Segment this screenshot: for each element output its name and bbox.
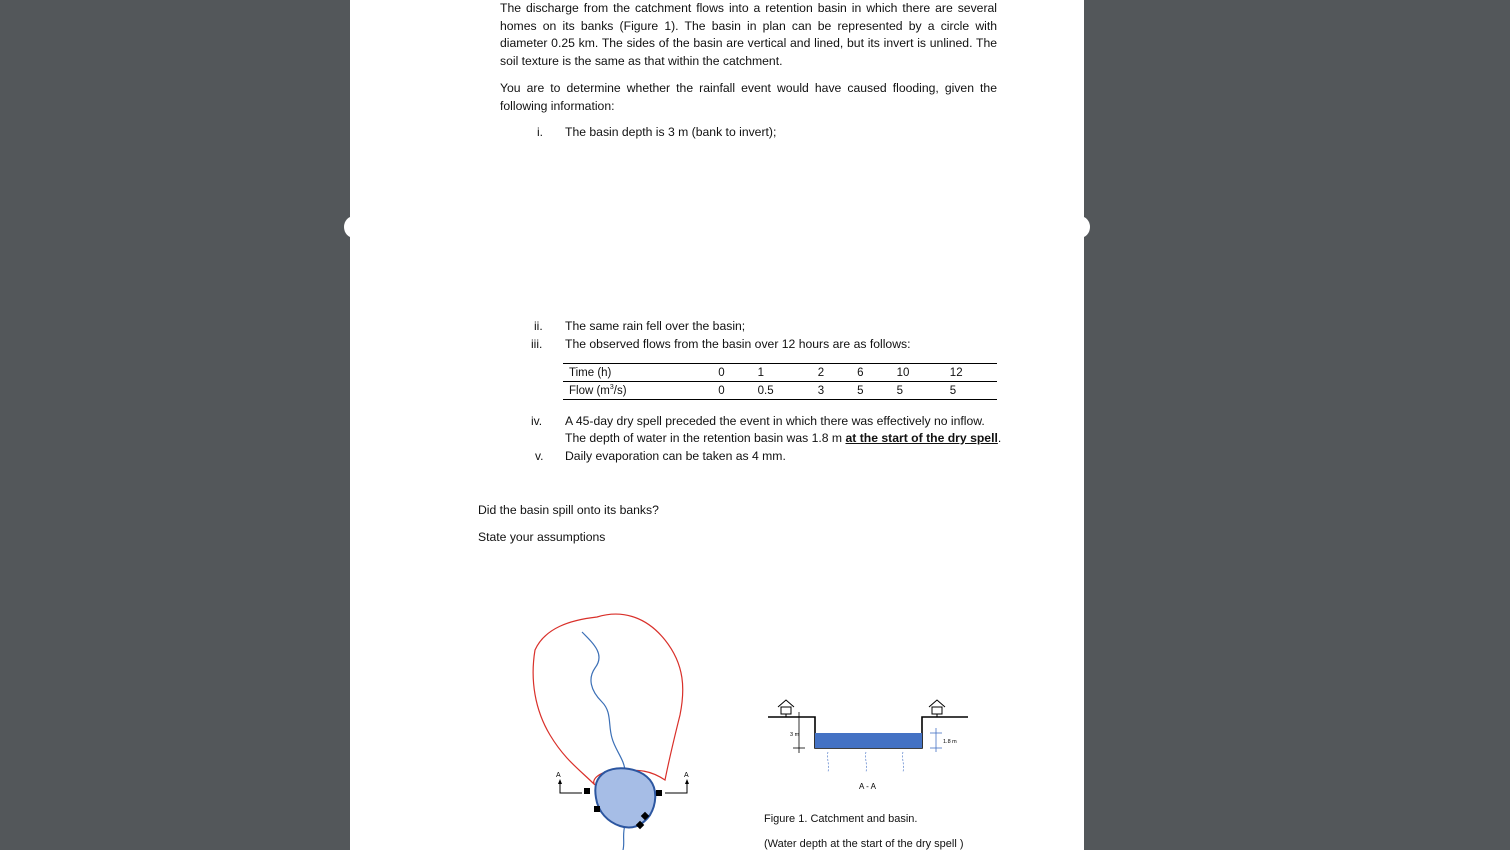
- flow-cell: 0: [712, 382, 751, 400]
- section-label: A - A: [859, 782, 876, 791]
- time-cell: 10: [891, 364, 944, 382]
- task-paragraph: You are to determine whether the rainfall event would have caused flooding, given the following information:: [500, 81, 997, 113]
- item-text-2: The same rain fell over the basin;: [565, 319, 746, 333]
- item-number-4: iv.: [531, 414, 543, 428]
- time-header: Time (h): [563, 364, 712, 382]
- question-assumptions: State your assumptions: [478, 530, 606, 544]
- section-mark-right: A: [684, 772, 689, 779]
- house-icon: [929, 700, 945, 717]
- time-cell: 12: [944, 364, 997, 382]
- flow-header: Flow $(m^3/s)$: [563, 382, 712, 400]
- depth-label-bank: 3 m: [790, 732, 800, 738]
- depth-dimension-water: [930, 728, 942, 752]
- flow-cell: 0.5: [752, 382, 812, 400]
- flow-cell: 5: [944, 382, 997, 400]
- cross-section-figure: [350, 0, 1084, 850]
- item-number-5: v.: [535, 449, 544, 463]
- item-number-3: iii.: [531, 337, 543, 351]
- emphasis-dry-spell: at the start of the dry spell: [845, 431, 998, 445]
- figure-caption-note: (Water depth at the start of the dry spell ): [764, 838, 964, 850]
- flow-cell: 3: [812, 382, 851, 400]
- time-cell: 0: [712, 364, 751, 382]
- flow-cell: 5: [891, 382, 944, 400]
- document-page: [350, 0, 1084, 850]
- item-text-1: The basin depth is 3 m (bank to invert);: [565, 125, 777, 139]
- figure-caption: Figure 1. Catchment and basin.: [764, 813, 918, 825]
- item-text-5: Daily evaporation can be taken as 4 mm.: [565, 449, 786, 463]
- section-mark-left: A: [556, 772, 561, 779]
- depth-label-water: 1.8 m: [943, 739, 957, 745]
- item-number-2: ii.: [534, 319, 543, 333]
- infiltration-arrows: [827, 752, 903, 772]
- item-text-4a: A 45-day dry spell preceded the event in which there was effectively no inflow.: [565, 414, 985, 428]
- time-cell: 2: [812, 364, 851, 382]
- house-icon: [778, 700, 794, 717]
- flow-cell: 5: [851, 382, 890, 400]
- question-spill: Did the basin spill onto its banks?: [478, 503, 659, 517]
- intro-paragraph: The discharge from the catchment flows into a retention basin in which there are several homes on its banks (Figure 1). The basin in plan can be represented by a circle with diameter 0.25 km. The sides of the basin are vertical and lined, but its invert is unlined. The soil texture is the same as that within the catchment.: [500, 1, 997, 68]
- water-body: [815, 733, 922, 748]
- item-number-1: i.: [537, 125, 543, 139]
- item-text-4b: The depth of water in the retention basin was 1.8 m at the start of the dry spell.: [565, 431, 1002, 445]
- item-text-3: The observed flows from the basin over 12 hours are as follows:: [565, 337, 911, 351]
- time-cell: 6: [851, 364, 890, 382]
- time-cell: 1: [752, 364, 812, 382]
